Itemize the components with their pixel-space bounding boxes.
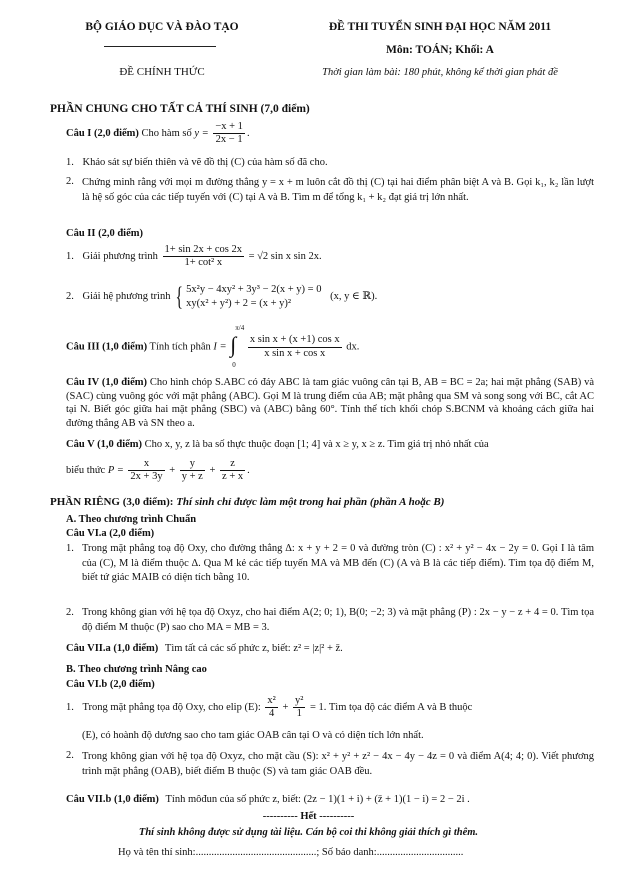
q6b-fraction-2 [293, 695, 305, 720]
q2-item-2 [66, 283, 377, 310]
q1-fraction [213, 121, 245, 146]
q2-eq-2: xy(x² + y²) + 2 = (x + y)² [186, 297, 292, 309]
q6b-fraction-1 [265, 695, 277, 720]
private-heading-label: PHẦN RIÊNG (3,0 điểm): [50, 496, 174, 508]
q5-f1-den: 2x + 3y [130, 471, 163, 483]
q6b-item-2-text: Trong không gian với hệ tọa độ Oxyz, cho mặt cầu (S): x² + y² + z² − 4x − 4y − 4z = 0 và điểm A(4; 4; 0). Viết phương trình mặt phẳng (OAB), biết điểm B thuộc (S) và tam giác OAB đều. [82, 751, 594, 778]
q5-label: Câu V (1,0 điểm) [66, 439, 143, 450]
q3-num: x sin x + (x +1) cos x [248, 334, 342, 347]
q2-item-1-den: 1+ cot² x [184, 257, 223, 269]
q4-label: Câu IV (1,0 điểm) [66, 377, 147, 388]
q5-f2-den: y + z [181, 471, 203, 483]
q2-label: Câu II (2,0 điểm) [66, 228, 144, 239]
end-mark: ---------- Hết ---------- [262, 811, 355, 822]
q6a-item-1-text: Trong mặt phẳng toạ độ Oxy, cho đường thẳng ∆: x + y + 2 = 0 và đường tròn (C) : x² + y² − 4x − 2y = 0. Gọi I là tâm của (C), M là điểm thuộc ∆. Qua M kẻ các tiếp tuyến MA và MB đến (C) (A và B là các tiếp điểm). Tìm tọa độ điểm M, biết tứ giác MAIB có diện tích bằng 10. [82, 543, 594, 584]
q2-item-1-rhs: = √2 sin x sin 2x. [248, 250, 322, 262]
q5-expression [66, 458, 250, 483]
q1-item-1-text: Khảo sát sự biến thiên và vẽ đồ thị (C) của hàm số đã cho. [82, 157, 328, 168]
q3-label: Câu III (1,0 điểm) [66, 341, 148, 353]
q7b [66, 793, 470, 806]
q4-text: Cho hình chóp S.ABC có đáy ABC là tam giác vuông cân tại B, AB = BC = 2a; hai mặt phẳng (SAB) và (SAC) cùng vuông góc với mặt phẳng (ABC). Gọi M là trung điểm của AB; mặt phẳng qua SM và song song với BC, cắt AC tại N. Biết góc giữa hai mặt phẳng (SBC) và (ABC) bằng 60°. Tính thể tích khối chóp S.BCNM và khoảng cách giữa hai đường thẳng AB và SN theo a. [66, 377, 595, 429]
question-5 [66, 438, 594, 451]
q6b-f2-num: y² [293, 695, 305, 708]
q7b-label: Câu VII.b (1,0 điểm) [66, 794, 159, 805]
q2-system [186, 283, 321, 310]
q6a-item-2-number: 2. [66, 607, 74, 618]
q7a-text: Tìm tất cả các số phức z, biết: z² = |z|² + z̄. [164, 643, 343, 654]
q1-item-1-number: 1. [66, 157, 74, 168]
q1-fn-num: −x + 1 [213, 121, 245, 134]
q6b-f1-den: 4 [268, 708, 275, 720]
q7a [66, 642, 343, 655]
q1-item-1 [66, 156, 586, 169]
q1-item-2-text: Chứng minh rằng với mọi m đường thẳng y = x + m luôn cắt đồ thị (C) tại hai điểm phân biệt A và B. Gọi k₁, k₂ lần lượt là hệ số góc của các tiếp tuyến với (C) tại A và B. Tìm m để tổng k₁ + k₂ đạt giá trị lớn nhất. [82, 177, 594, 204]
q1-item-2-number: 2. [66, 176, 74, 187]
q2-item-1-fraction [163, 244, 244, 269]
q3-lower-limit: 0 [232, 361, 236, 370]
exam-subject: Môn: TOÁN; Khối: A [386, 44, 494, 56]
q2-item-1-number: 1. [66, 250, 74, 262]
section-b-title: B. Theo chương trình Nâng cao [66, 664, 207, 675]
q6a-item-2 [66, 606, 594, 635]
q5-plus-1: + [169, 464, 176, 476]
private-heading-note: Thí sinh chỉ được làm một trong hai phần (phần A hoặc B) [176, 496, 445, 508]
q1-item-2 [66, 175, 594, 205]
q5-f1-num: x [128, 458, 164, 471]
q7b-text: Tính môđun của số phức z, biết: (2z − 1)(1 + i) + (z̄ + 1)(1 − i) = 2 − 2i . [165, 794, 470, 805]
q6b-f1-num: x² [265, 695, 277, 708]
q7a-label: Câu VII.a (1,0 điểm) [66, 643, 159, 654]
ministry-name: BỘ GIÁO DỤC VÀ ĐÀO TẠO [85, 21, 239, 33]
section-a-title: A. Theo chương trình Chuẩn [66, 514, 197, 525]
question-4 [66, 376, 594, 431]
q5-f3-num: z [220, 458, 245, 471]
common-part-heading: PHẦN CHUNG CHO TẤT CẢ THÍ SINH (7,0 điểm) [50, 103, 310, 115]
candidate-line: Họ và tên thí sinh:..............................................; Số báo danh:................................. [118, 847, 464, 858]
q6b-item-1-pre: Trong mặt phẳng tọa độ Oxy, cho elip (E): [82, 701, 261, 713]
q6b-plus: + [282, 701, 289, 713]
q1-fn-lhs: y = [194, 127, 209, 139]
q2-condition: (x, y ∈ ℝ). [330, 291, 378, 303]
system-brace: { [175, 281, 184, 311]
q6b-f2-den: 1 [296, 708, 302, 720]
q3-lhs: I = [213, 341, 227, 353]
q5-text: Cho x, y, z là ba số thực thuộc đoạn [1; 4] và x ≥ y, x ≥ z. Tìm giá trị nhỏ nhất của [144, 439, 489, 450]
q2-item-2-number: 2. [66, 291, 74, 303]
q5-plus-2: + [209, 464, 216, 476]
integral-sign: π/4 ∫ 0 [230, 324, 245, 370]
q2-item-1-num: 1+ sin 2x + cos 2x [163, 244, 244, 257]
q6a-item-1 [66, 542, 594, 586]
q6a-item-2-text: Trong không gian với hệ tọa độ Oxyz, cho hai điểm A(2; 0; 1), B(0; −2; 3) và mặt phẳng (P) : 2x − y − z + 4 = 0. Tìm tọa độ điểm M thuộc (P) sao cho MA = MB = 3. [82, 607, 594, 633]
q2-item-1 [66, 244, 322, 269]
q2-item-2-text: Giải hệ phương trình [82, 291, 171, 303]
exam-time-note: Thời gian làm bài: 180 phút, không kể thời gian phát đề [322, 67, 558, 78]
q5-f2-num: y [180, 458, 205, 471]
question-1: Câu I (2,0 điểm) Cho hàm số y = $\frac{-x + 1}{2x - 1}$ . [66, 121, 250, 146]
q5-fraction-2 [180, 458, 205, 483]
ministry-underline [104, 46, 216, 47]
q6b-item-1 [66, 695, 594, 720]
q3-text: Tính tích phân [149, 341, 211, 353]
exam-title: ĐỀ THI TUYỂN SINH ĐẠI HỌC NĂM 2011 [328, 21, 552, 33]
q3-fraction [248, 334, 342, 359]
q5-expr-intro: biểu thức [66, 464, 106, 476]
q1-intro: Cho hàm số [141, 127, 192, 139]
q3-upper-limit: π/4 [235, 324, 245, 332]
q1-fn-den: 2x − 1 [215, 134, 243, 146]
q5-fraction-3 [220, 458, 245, 483]
q6b-item-1-number: 1. [66, 701, 74, 713]
q6b-label: Câu VI.b (2,0 điểm) [66, 679, 155, 690]
q6b-item-2 [66, 749, 594, 779]
official-label: ĐỀ CHÍNH THỨC [119, 66, 205, 78]
question-3 [66, 324, 360, 370]
q3-tail: dx. [346, 341, 360, 353]
q5-fraction-1 [128, 458, 164, 483]
q6b-item-1-cont: (E), có hoành độ dương sao cho tam giác OAB cân tại O và có diện tích lớn nhất. [82, 730, 424, 741]
q5-f3-den: z + x [222, 471, 244, 483]
q5-lhs: P = [107, 464, 124, 476]
q1-label: Câu I (2,0 điểm) [66, 127, 139, 139]
q2-eq-1: 5x²y − 4xy² + 3y³ − 2(x + y) = 0 [186, 284, 322, 295]
private-part-heading [50, 496, 444, 510]
q6a-label: Câu VI.a (2,0 điểm) [66, 528, 155, 539]
footer-note: Thí sinh không được sử dụng tài liệu. Cán bộ coi thi không giải thích gì thêm. [138, 827, 479, 838]
q6a-item-1-number: 1. [66, 543, 74, 554]
q6b-item-1-post: = 1. Tìm tọa độ các điểm A và B thuộc [310, 701, 473, 713]
q6b-item-2-number: 2. [66, 750, 74, 761]
q3-den: x sin x + cos x [264, 347, 326, 359]
q5-end: . [247, 464, 250, 476]
q2-item-1-text: Giải phương trình [82, 250, 158, 262]
